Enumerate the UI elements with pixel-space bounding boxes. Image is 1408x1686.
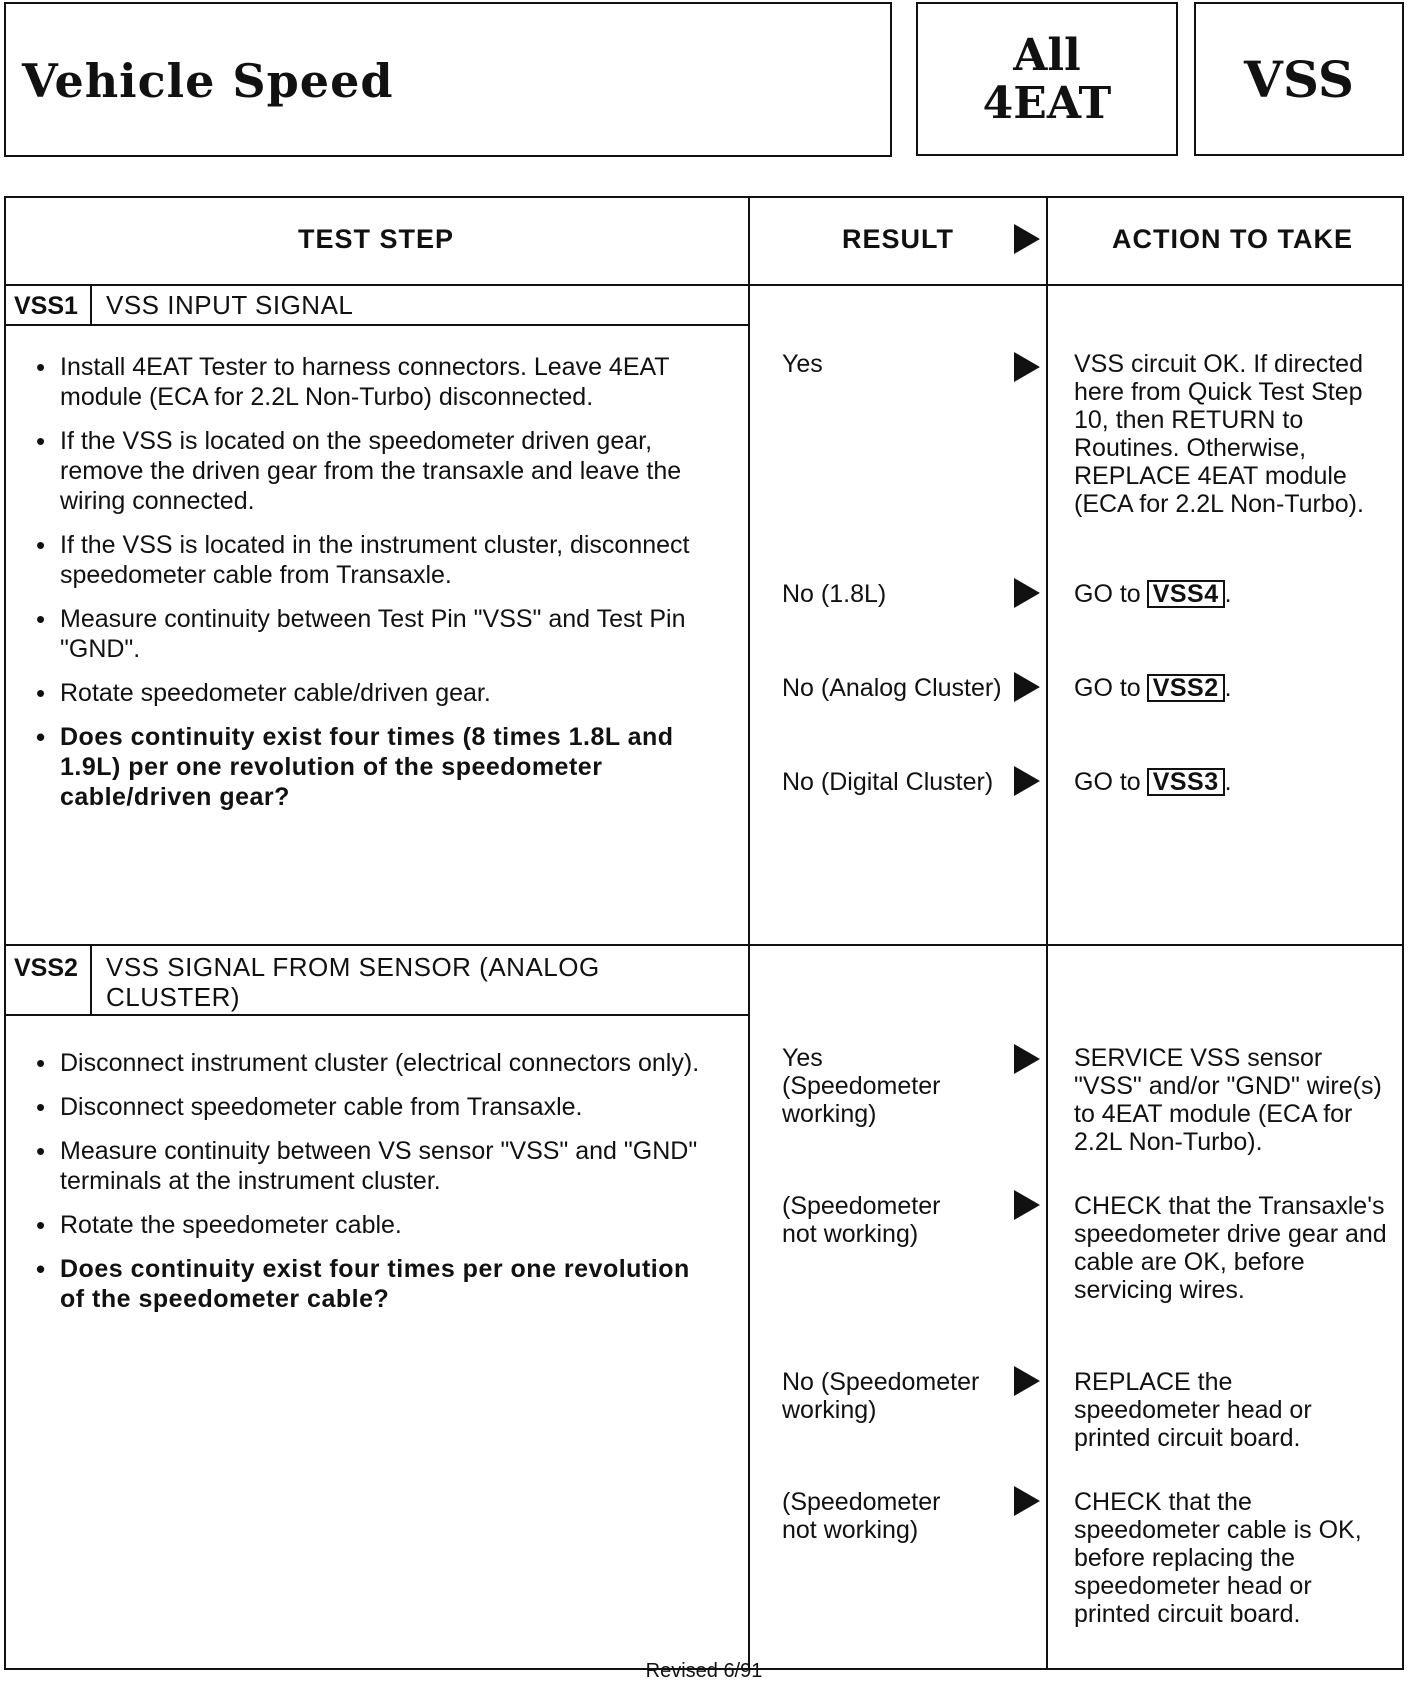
list-item: • Install 4EAT Tester to harness connectors. Leave 4EAT module (ECA for 2.2L Non-Turbo) disconnected. bbox=[28, 352, 708, 412]
action-prefix: GO to bbox=[1074, 768, 1141, 796]
arrow-icon bbox=[1014, 578, 1040, 608]
step-id-vss2: VSS2 bbox=[14, 954, 78, 982]
result-label: No (1.8L) bbox=[782, 580, 887, 608]
column-divider-2 bbox=[1046, 198, 1048, 1668]
arrow-icon bbox=[1014, 766, 1040, 796]
diagnostic-table bbox=[4, 196, 1404, 1670]
applies-line-1: All bbox=[1013, 30, 1081, 81]
step-reference-vss4[interactable]: VSS4 bbox=[1147, 580, 1225, 608]
action-text: REPLACE the speedometer head or printed circuit board. bbox=[1074, 1368, 1312, 1452]
action-text bbox=[1074, 580, 1404, 608]
list-item: • If the VSS is located in the instrument cluster, disconnect speedometer cable from Transaxle. bbox=[28, 530, 708, 590]
action-prefix: GO to bbox=[1074, 580, 1141, 608]
column-header-result: RESULT bbox=[842, 224, 954, 254]
list-item: • Rotate speedometer cable/driven gear. bbox=[28, 678, 708, 708]
arrow-icon bbox=[1014, 1366, 1040, 1396]
arrow-icon bbox=[1014, 352, 1040, 382]
arrow-icon bbox=[1014, 672, 1040, 702]
action-suffix: . bbox=[1224, 768, 1232, 796]
action-text bbox=[1074, 674, 1404, 702]
column-divider-1 bbox=[748, 198, 750, 1668]
step-title-vss2: VSS SIGNAL FROM SENSOR (ANALOG CLUSTER) bbox=[106, 952, 600, 1012]
applies-to-box bbox=[916, 2, 1178, 156]
vss2-id-divider bbox=[90, 944, 92, 1014]
vss1-instructions bbox=[28, 352, 708, 826]
action-text: SERVICE VSS sensor "VSS" and/or "GND" wire(s) to 4EAT module (ECA for 2.2L Non-Turbo). bbox=[1074, 1044, 1382, 1156]
result-label: Yes (Speedometer working) bbox=[782, 1044, 941, 1128]
step-title-vss1: VSS INPUT SIGNAL bbox=[106, 290, 354, 320]
applies-line-2: 4EAT bbox=[982, 78, 1112, 129]
result-label: (Speedometer not working) bbox=[782, 1488, 941, 1544]
list-item: • Disconnect speedometer cable from Transaxle. bbox=[28, 1092, 708, 1122]
result-label: No (Speedometer working) bbox=[782, 1368, 980, 1424]
list-item: • Measure continuity between Test Pin "VSS" and Test Pin "GND". bbox=[28, 604, 708, 664]
arrow-icon bbox=[1014, 224, 1040, 254]
vss1-title-divider bbox=[6, 324, 748, 326]
column-header-test-step: TEST STEP bbox=[298, 224, 455, 254]
action-suffix: . bbox=[1224, 580, 1232, 608]
step-id-vss1: VSS1 bbox=[14, 292, 78, 320]
page-title: Vehicle Speed bbox=[22, 54, 394, 108]
vss2-instructions bbox=[28, 1048, 708, 1328]
action-suffix: . bbox=[1224, 674, 1232, 702]
arrow-icon bbox=[1014, 1044, 1040, 1074]
column-header-action: ACTION TO TAKE bbox=[1112, 224, 1353, 254]
step-divider bbox=[6, 944, 1402, 946]
revision-footer: Revised 6/91 bbox=[645, 1660, 763, 1682]
step-reference-vss2[interactable]: VSS2 bbox=[1147, 674, 1225, 702]
action-text: VSS circuit OK. If directed here from Quick Test Step 10, then RETURN to Routines. Otherwise, REPLACE 4EAT module (ECA for 2.2L Non-Turbo). bbox=[1074, 350, 1364, 518]
arrow-icon bbox=[1014, 1190, 1040, 1220]
list-item: • Rotate the speedometer cable. bbox=[28, 1210, 708, 1240]
action-text: CHECK that the speedometer cable is OK, before replacing the speedometer head or printed circuit board. bbox=[1074, 1488, 1362, 1628]
step-reference-vss3[interactable]: VSS3 bbox=[1147, 768, 1225, 796]
section-code: VSS bbox=[1244, 50, 1354, 109]
title-box bbox=[4, 2, 892, 157]
arrow-icon bbox=[1014, 1486, 1040, 1516]
action-text bbox=[1074, 768, 1404, 796]
list-item: • If the VSS is located on the speedometer driven gear, remove the driven gear from the transaxle and leave the wiring connected. bbox=[28, 426, 708, 516]
vss2-title-divider bbox=[6, 1014, 748, 1016]
list-item-question: • Does continuity exist four times (8 times 1.8L and 1.9L) per one revolution of the speedometer cable/driven gear? bbox=[28, 722, 708, 812]
header-row-divider bbox=[6, 284, 1402, 286]
action-text: CHECK that the Transaxle's speedometer drive gear and cable are OK, before servicing wires. bbox=[1074, 1192, 1387, 1304]
vss1-id-divider bbox=[90, 284, 92, 324]
result-label: Yes bbox=[782, 350, 823, 378]
result-label: No (Analog Cluster) bbox=[782, 674, 1002, 702]
code-box bbox=[1194, 2, 1404, 156]
list-item: • Measure continuity between VS sensor "VSS" and "GND" terminals at the instrument cluster. bbox=[28, 1136, 708, 1196]
list-item: • Disconnect instrument cluster (electrical connectors only). bbox=[28, 1048, 708, 1078]
result-label: No (Digital Cluster) bbox=[782, 768, 994, 796]
action-prefix: GO to bbox=[1074, 674, 1141, 702]
list-item-question: • Does continuity exist four times per one revolution of the speedometer cable? bbox=[28, 1254, 708, 1314]
result-label: (Speedometer not working) bbox=[782, 1192, 941, 1248]
